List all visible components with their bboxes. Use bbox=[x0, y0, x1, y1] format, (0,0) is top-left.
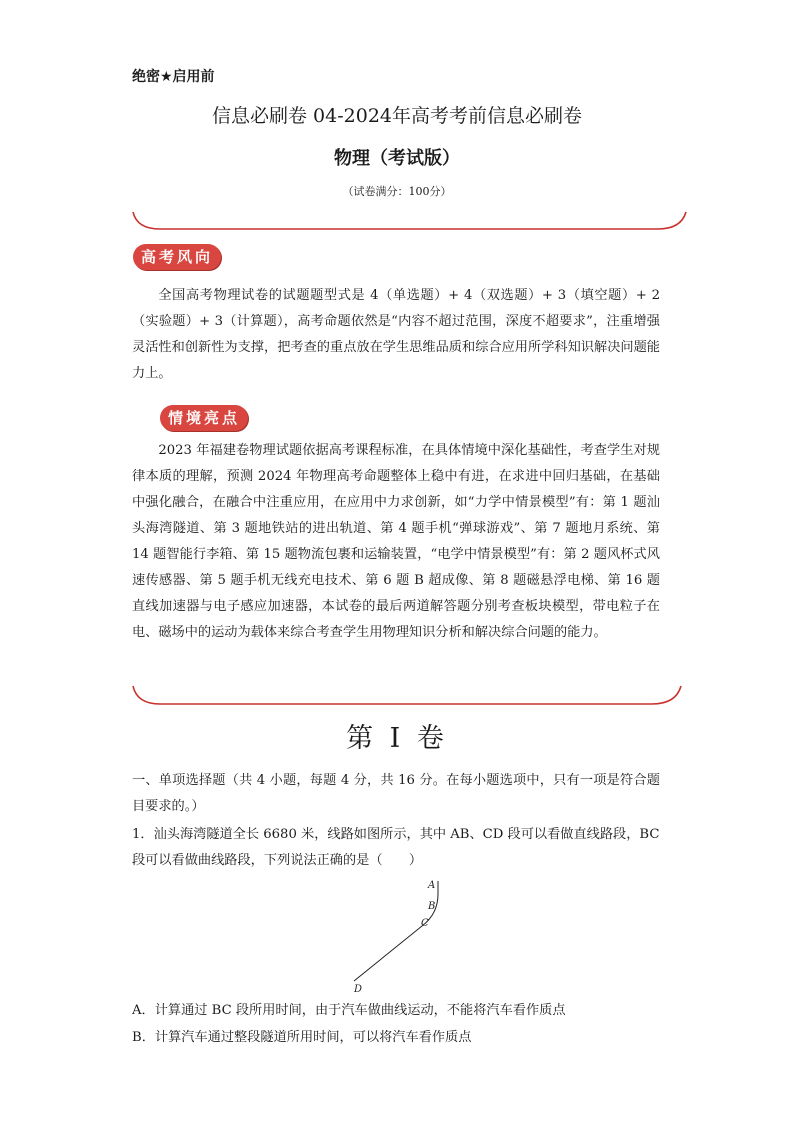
badge-scenario-highlights: 情境亮点 bbox=[160, 405, 248, 431]
label-a: A bbox=[428, 880, 436, 891]
confidential-label: 绝密★启用前 bbox=[132, 69, 215, 85]
full-score: （试卷满分：100分） bbox=[342, 185, 452, 198]
tunnel-route-diagram bbox=[340, 876, 450, 996]
label-d: D bbox=[354, 984, 363, 995]
option-a[interactable]: A．计算通过 BC 段所用时间，由于汽车做曲线运动，不能将汽车看作质点 bbox=[132, 1003, 566, 1018]
label-c: C bbox=[421, 918, 429, 929]
option-b[interactable]: B．计算汽车通过整段隧道所用时间，可以将汽车看作质点 bbox=[132, 1030, 472, 1045]
route-line bbox=[354, 881, 438, 981]
part-one-title: 第 I 卷 bbox=[346, 723, 448, 754]
highlights-paragraph: 2023 年福建卷物理试题依据高考课程标准，在具体情境中深化基础性，考查学生对规律本质的理解，预测 2024 年物理高考命题整体上稳中有进，在求进中回归基础，在基础中强化融合，在融合中注重应用，在应用中力求创新，如“力学中情景模型”有：第 1 题汕头海湾隧道、第 3 题地铁站的进出轨道、第 4 题手机“弹球游戏”、第 7 题地月系统、第 14 题智能行李箱、第 15 题物流包裹和运输装置，“电学中情景模型”有：第 2 题风杯式风速传感器、第 5 题手机无线充电技术、第 6 题 B 超成像、第 8 题磁悬浮电梯、第 16 题直线加速器与电子感应加速器，本试卷的最后两道解答题分别考查板块模型，带电粒子在电、磁场中的运动为载体来综合考查学生用物理知识分析和解决综合问题的能力。 bbox=[132, 443, 660, 640]
section-instructions: 一、单项选择题（共 4 小题，每题 4 分，共 16 分。在每小题选项中，只有一项是符合题目要求的。） bbox=[132, 773, 660, 814]
exam-subject: 物理（考试版） bbox=[334, 148, 460, 169]
question-1-stem-line1: 1．汕头海湾隧道全长 6680 米，线路如图所示，其中 AB、CD 段可以看做直线路段，BC bbox=[132, 827, 660, 842]
trend-paragraph: 全国高考物理试卷的试题题型式是 4（单选题）+ 4（双选题）+ 3（填空题）+ 2（实验题）+ 3（计算题），高考命题依然是“内容不超过范围，深度不超要求”，注重增强灵活性和创新性为支撑，把考查的重点放在学生思维品质和综合应用所学科知识解决问题能力上。 bbox=[132, 288, 660, 381]
badge-exam-trend: 高考风向 bbox=[133, 244, 221, 270]
exam-title: 信息必刷卷 04-2024年高考考前信息必刷卷 bbox=[212, 105, 582, 127]
label-b: B bbox=[428, 901, 436, 912]
bottom-arc-divider bbox=[133, 686, 681, 704]
question-1-stem-line2: 段可以看做曲线路段，下列说法正确的是（ ） bbox=[132, 853, 423, 868]
top-arc-divider bbox=[133, 212, 686, 229]
